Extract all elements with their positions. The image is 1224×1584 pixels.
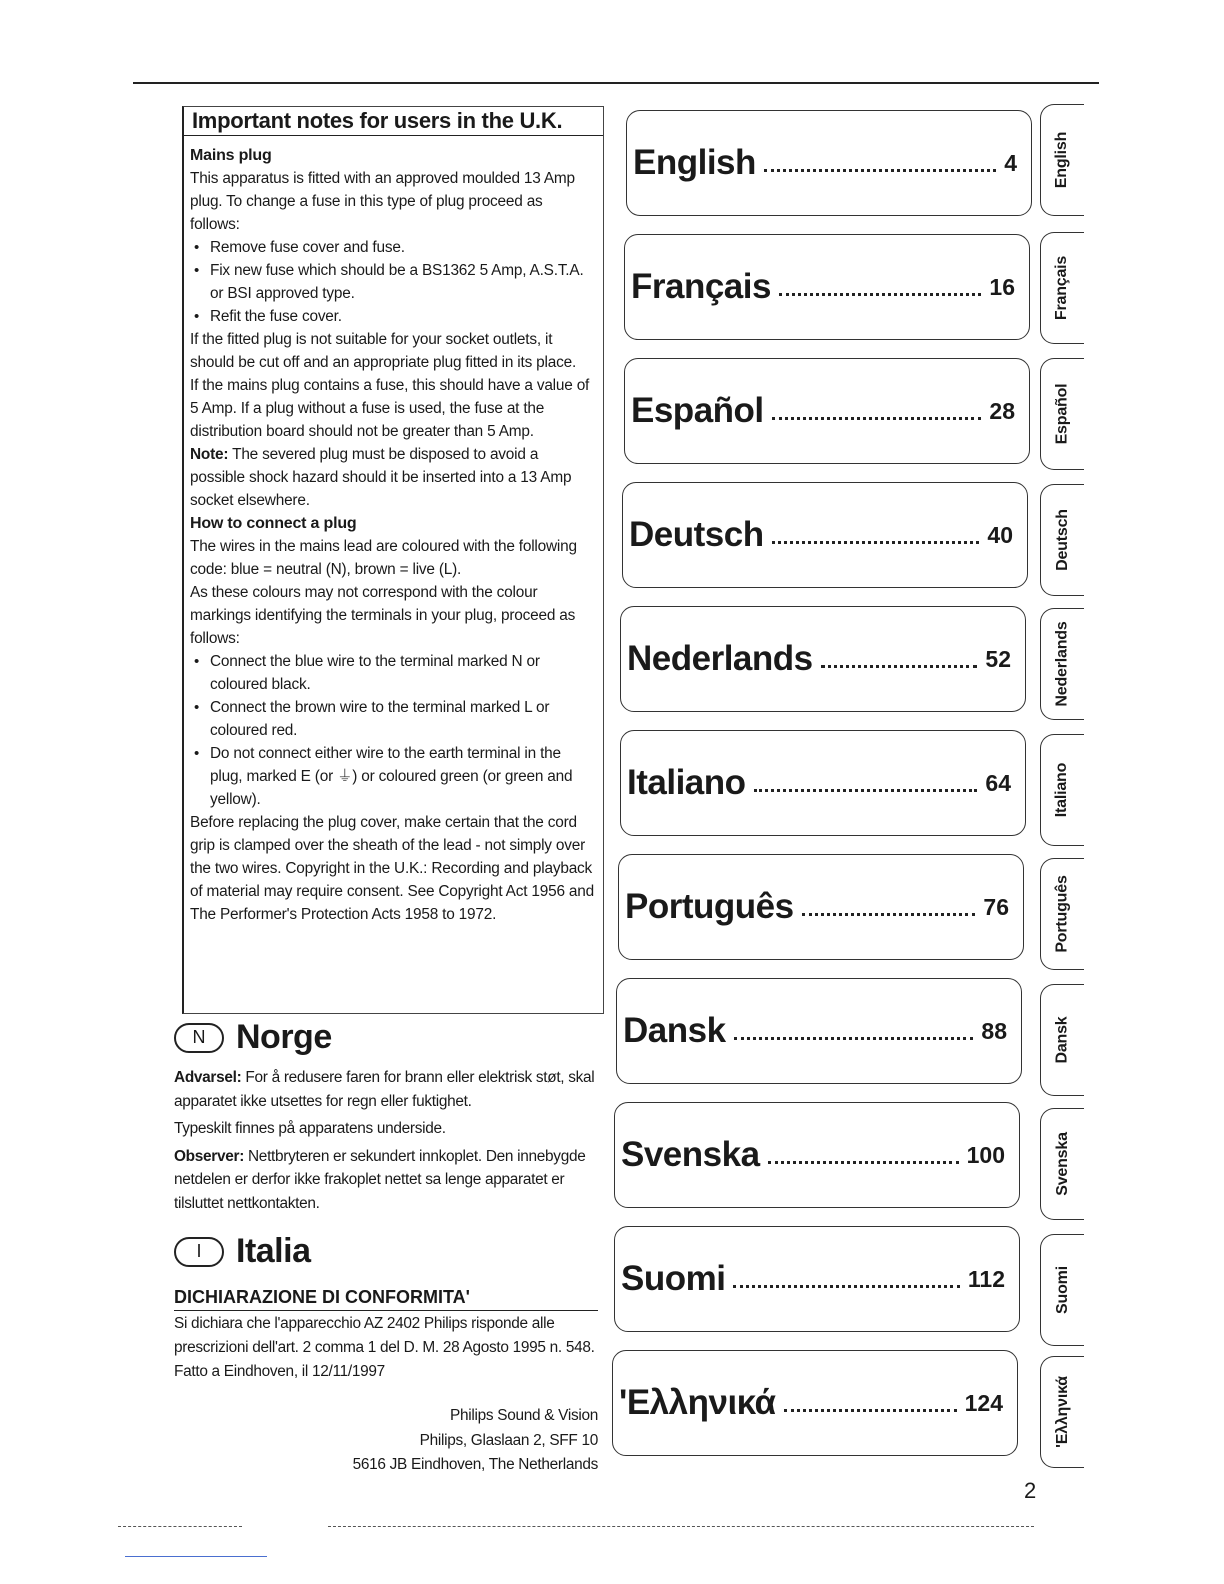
bottom-rule [118, 1526, 242, 1527]
tab-label: Suomi [1053, 1266, 1071, 1314]
mains-steps-list [190, 236, 595, 328]
lang-page: 4 [1004, 149, 1017, 176]
italia-title: Italia [236, 1232, 311, 1270]
leader-dots [754, 775, 978, 792]
connect-steps-list [190, 650, 595, 811]
page-number: 2 [1024, 1478, 1037, 1503]
note-paragraph [190, 443, 595, 512]
italia-subtitle: DICHIARAZIONE DI CONFORMITA' [174, 1284, 598, 1311]
colours-text: As these colours may not correspond with the colour markings identifying the terminals in your plug, proceed as follows: [190, 584, 576, 647]
norge-title: Norge [236, 1018, 332, 1056]
italia-country-badge: I [174, 1237, 224, 1267]
tab-label: Português [1053, 875, 1071, 953]
tab-nederlands[interactable] [1040, 608, 1084, 720]
lang-page: 88 [981, 1017, 1007, 1044]
declaration-text: Si dichiara che l'apparecchio AZ 2402 Philips risponde alle prescrizioni dell'art. 2 comma 1 del D. M. 28 Agosto 1995 n. 548. [174, 1315, 595, 1356]
advarsel-text: For å redusere faren for brann eller elektrisk støt, skal apparatet ikke utsettes for regn eller fuktighet. [174, 1069, 595, 1110]
leader-dots [764, 155, 996, 172]
tab-label: Français [1053, 255, 1071, 321]
tab-label: Dansk [1053, 1016, 1071, 1064]
lang-page: 28 [989, 397, 1015, 424]
mains-plug-heading: Mains plug [190, 147, 272, 164]
lang-page: 124 [964, 1389, 1003, 1416]
lang-name: Deutsch [629, 515, 764, 554]
uk-notes-body [190, 144, 595, 926]
advarsel-label: Advarsel: [174, 1069, 242, 1086]
observer-text: Nettbryteren er sekundert innkoplet. Den innebygde netdelen er derfor ikke frakoplet nettet sa lenge apparatet er tilsluttet nettkontakten. [174, 1147, 586, 1212]
link-underline [125, 1556, 267, 1557]
leader-dots [779, 279, 981, 296]
list-item: • Refit the fuse cover. [210, 305, 595, 328]
tab-dansk[interactable] [1040, 984, 1084, 1096]
list-item: • Connect the brown wire to the terminal marked L or coloured red. [210, 696, 595, 742]
lang-entry-nederlands[interactable] [620, 606, 1026, 712]
italia-heading [174, 1232, 310, 1271]
lang-entry-deutsch[interactable] [622, 482, 1028, 588]
bottom-rule [328, 1526, 1034, 1527]
leader-dots [734, 1023, 974, 1040]
lang-page: 40 [987, 521, 1013, 548]
tab-greek[interactable] [1040, 1356, 1084, 1468]
lang-entry-greek[interactable] [612, 1350, 1018, 1456]
place-date-text: Fatto a Eindhoven, il 12/11/1997 [174, 1363, 385, 1380]
lang-name: Dansk [623, 1011, 726, 1050]
replacing-text: Before replacing the plug cover, make certain that the cord grip is clamped over the sheath of the lead - not simply over the two wires. Copyright in the U.K.: Recording and playback of material may require consent. See Copyright Act 1956 and The Performer's Protection Acts 1958 to 1972. [190, 814, 594, 923]
lang-name: Svenska [621, 1135, 760, 1174]
leader-dots [733, 1271, 959, 1288]
fuse-value-text: If the mains plug contains a fuse, this should have a value of 5 Amp. If a plug without a fuse is used, the fuse at the distribution board should not be greater than 5 Amp. [190, 377, 590, 440]
top-rule [133, 82, 1099, 84]
tab-label: Italiano [1053, 762, 1071, 818]
lang-page: 112 [967, 1265, 1005, 1292]
typeskilt-text: Typeskilt finnes på apparatens underside. [174, 1120, 446, 1137]
lang-entry-portugues[interactable] [618, 854, 1024, 960]
signoff-line: Philips, Glaslaan 2, SFF 10 [419, 1431, 598, 1449]
advarsel-paragraph [174, 1066, 604, 1113]
wires-text: The wires in the mains lead are coloured with the following code: blue = neutral (N), brown = live (L). [190, 538, 577, 578]
list-item: • Do not connect either wire to the earth terminal in the plug, marked E (or ⏚) or coloured green (or green and yellow). [210, 742, 595, 811]
lang-page: 100 [966, 1141, 1005, 1168]
tab-francais[interactable] [1040, 232, 1084, 344]
norge-text [174, 1066, 604, 1219]
list-item: • Remove fuse cover and fuse. [210, 236, 595, 259]
lang-entry-italiano[interactable] [620, 730, 1026, 836]
lang-name: Español [631, 391, 764, 430]
signoff-line: 5616 JB Eindhoven, The Netherlands [352, 1456, 598, 1473]
lang-page: 16 [989, 273, 1015, 300]
leader-dots [772, 403, 982, 420]
leader-dots [768, 1147, 959, 1164]
lang-name: English [633, 143, 756, 182]
lang-page: 76 [983, 893, 1009, 920]
observer-label: Observer: [174, 1147, 245, 1165]
note-label: Note: [190, 446, 229, 463]
lang-name: 'Ελληνικά [619, 1383, 776, 1422]
signoff-line: Philips Sound & Vision [450, 1407, 598, 1424]
tab-label: 'Ελληνικά [1053, 1376, 1071, 1448]
lang-entry-espanol[interactable] [624, 358, 1030, 464]
connect-plug-heading: How to connect a plug [190, 515, 357, 532]
tab-italiano[interactable] [1040, 734, 1084, 846]
uk-notes-box [182, 106, 604, 1014]
lang-entry-svenska[interactable] [614, 1102, 1020, 1208]
tab-deutsch[interactable] [1040, 484, 1084, 596]
tab-suomi[interactable] [1040, 1234, 1084, 1346]
tab-english[interactable] [1040, 104, 1084, 216]
tab-label: Svenska [1053, 1132, 1071, 1196]
note-text: The severed plug must be disposed to avoid a possible shock hazard should it be inserted into a 13 Amp socket elsewhere. [190, 446, 572, 509]
list-item: • Fix new fuse which should be a BS1362 5 Amp, A.S.T.A. or BSI approved type. [210, 259, 595, 305]
norge-heading [174, 1018, 332, 1057]
tab-label: Español [1053, 383, 1071, 445]
lang-entry-dansk[interactable] [616, 978, 1022, 1084]
tab-svenska[interactable] [1040, 1108, 1084, 1220]
tab-label: Deutsch [1053, 509, 1071, 571]
uk-notes-title: Important notes for users in the U.K. [184, 107, 603, 136]
lang-page: 64 [985, 769, 1011, 796]
lang-entry-english[interactable] [626, 110, 1032, 216]
leader-dots [821, 651, 978, 668]
lang-name: Nederlands [627, 639, 813, 678]
tab-label: English [1053, 131, 1071, 189]
tab-label: Nederlands [1053, 621, 1071, 707]
lang-name: Français [631, 267, 771, 306]
not-suitable-text: If the fitted plug is not suitable for your socket outlets, it should be cut off and an appropriate plug fitted in its place. [190, 331, 577, 371]
italia-text [174, 1312, 598, 1384]
leader-dots [784, 1395, 957, 1412]
observer-paragraph [174, 1145, 604, 1216]
lang-name: Português [625, 887, 794, 926]
lang-name: Suomi [621, 1259, 726, 1298]
lang-page: 52 [985, 645, 1011, 672]
lang-entry-suomi[interactable] [614, 1226, 1020, 1332]
norge-country-badge: N [174, 1023, 224, 1053]
signoff-block [300, 1404, 598, 1478]
lang-name: Italiano [627, 763, 746, 802]
mains-plug-intro: This apparatus is fitted with an approved moulded 13 Amp plug. To change a fuse in this type of plug proceed as follows: [190, 170, 575, 233]
lang-entry-francais[interactable] [624, 234, 1030, 340]
tab-portugues[interactable] [1040, 858, 1084, 970]
leader-dots [802, 899, 976, 916]
leader-dots [772, 527, 980, 544]
tab-espanol[interactable] [1040, 358, 1084, 470]
list-item: • Connect the blue wire to the terminal marked N or coloured black. [210, 650, 595, 696]
